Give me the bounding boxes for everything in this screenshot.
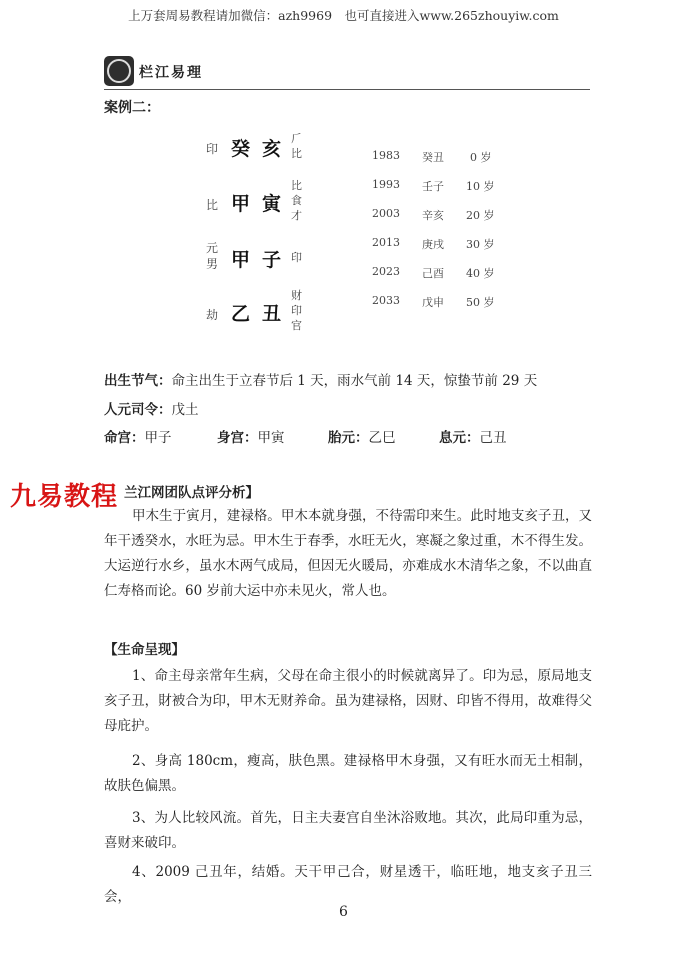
dayun-year: 2033 xyxy=(372,294,400,307)
life-heading: 【生命呈现】 xyxy=(104,642,185,658)
analysis-heading: 兰江网团队点评分析】 xyxy=(124,485,259,501)
header-ad-text: 上万套周易教程请加微信：azh9969 也可直接进入www.265zhouyiw.com xyxy=(128,8,559,23)
xiyuan: 息元：己丑 xyxy=(439,430,507,446)
pillar-2-label: 比 xyxy=(206,198,219,212)
minggong: 命宫：甲子 xyxy=(104,430,172,446)
dayun-age: 0 岁 xyxy=(470,151,492,164)
dayun-pillar: 壬子 xyxy=(422,180,444,193)
dayun-year: 1993 xyxy=(372,178,400,191)
page-number: 6 xyxy=(339,904,348,920)
life-paragraph: 4、2009 己丑年，结婚。天干甲己合，财星透干，临旺地，地支亥子丑三会， xyxy=(104,864,592,905)
dayun-pillar: 庚戌 xyxy=(422,238,444,251)
dayun-year: 2023 xyxy=(372,265,400,278)
pillar-1-stems: 癸亥 xyxy=(231,138,294,160)
dayun-age: 40 岁 xyxy=(466,267,495,280)
pillar-1-label: 印 xyxy=(206,142,219,156)
renyuan-line xyxy=(104,398,199,418)
pillar-2-side: 比 食 才 xyxy=(291,179,302,222)
dayun-pillar: 癸丑 xyxy=(422,151,444,164)
dayun-pillar: 戊申 xyxy=(422,296,444,309)
taiyuan: 胎元：乙巳 xyxy=(328,430,396,446)
pillar-3-label: 元男 xyxy=(206,241,219,271)
analysis-paragraph: 甲木生于寅月，建禄格。甲木本就身强，不待需印来生。此时地支亥子丑，又年干透癸水，水旺为忌。甲木生于春季，水旺无火，寒凝之象过重，木不得生发。大运逆行水乡，虽水木两气成局，但因无火暖局，亦难成水木清华之象，不以曲直仁寿格而论。60 岁前大运中亦未见火，常人也。 xyxy=(104,508,592,599)
birth-jieqi-label: 出生节气： xyxy=(104,373,172,389)
dayun-age: 10 岁 xyxy=(466,180,495,193)
dayun-year: 1983 xyxy=(372,149,400,162)
dayun-age: 50 岁 xyxy=(466,296,495,309)
logo-icon xyxy=(104,56,134,86)
pillar-4-label: 劫 xyxy=(206,308,219,322)
dayun-age: 30 岁 xyxy=(466,238,495,251)
life-paragraph: 1、命主母亲常年生病，父母在命主很小的时候就离异了。印为忌，原局地支亥子丑，財被合为印，甲木无财养命。虽为建禄格，因财、印皆不得用，故难得父母庇护。 xyxy=(104,668,592,734)
watermark-text: 九易教程 xyxy=(10,482,119,512)
renyuan-label: 人元司令： xyxy=(104,402,172,418)
life-paragraph: 2、身高 180cm，瘦高，肤色黑。建禄格甲木身强，又有旺水而无土相制，故肤色偏黑。 xyxy=(104,753,592,794)
pillar-2-stems: 甲寅 xyxy=(231,193,294,215)
dayun-age: 20 岁 xyxy=(466,209,495,222)
birth-jieqi-line xyxy=(104,369,537,389)
header-divider xyxy=(104,89,590,90)
renyuan-value: 戊土 xyxy=(171,402,199,418)
pillar-4-stems: 乙丑 xyxy=(231,303,294,325)
pillar-1-side: 𠂆 比 xyxy=(291,132,302,160)
case-title: 案例二： xyxy=(104,100,160,116)
dayun-pillar: 辛亥 xyxy=(422,209,444,222)
life-paragraph: 3、为人比较风流。首先，日主夫妻宫自坐沐浴败地。其次，此局印重为忌，喜财来破印。 xyxy=(104,810,592,851)
dayun-year: 2003 xyxy=(372,207,400,220)
pillar-3-stems: 甲子 xyxy=(231,249,294,271)
dayun-year: 2013 xyxy=(372,236,400,249)
logo-text: 栏江易理 xyxy=(139,65,203,81)
pillar-3-side: 印 xyxy=(291,251,302,264)
birth-jieqi-value: 命主出生于立春节后 1 天，雨水气前 14 天，惊蛰节前 29 天 xyxy=(171,373,538,389)
pillar-4-side: 财 印 官 xyxy=(291,289,302,332)
dayun-pillar: 己酉 xyxy=(422,267,444,280)
shengong: 身宫：甲寅 xyxy=(217,430,285,446)
